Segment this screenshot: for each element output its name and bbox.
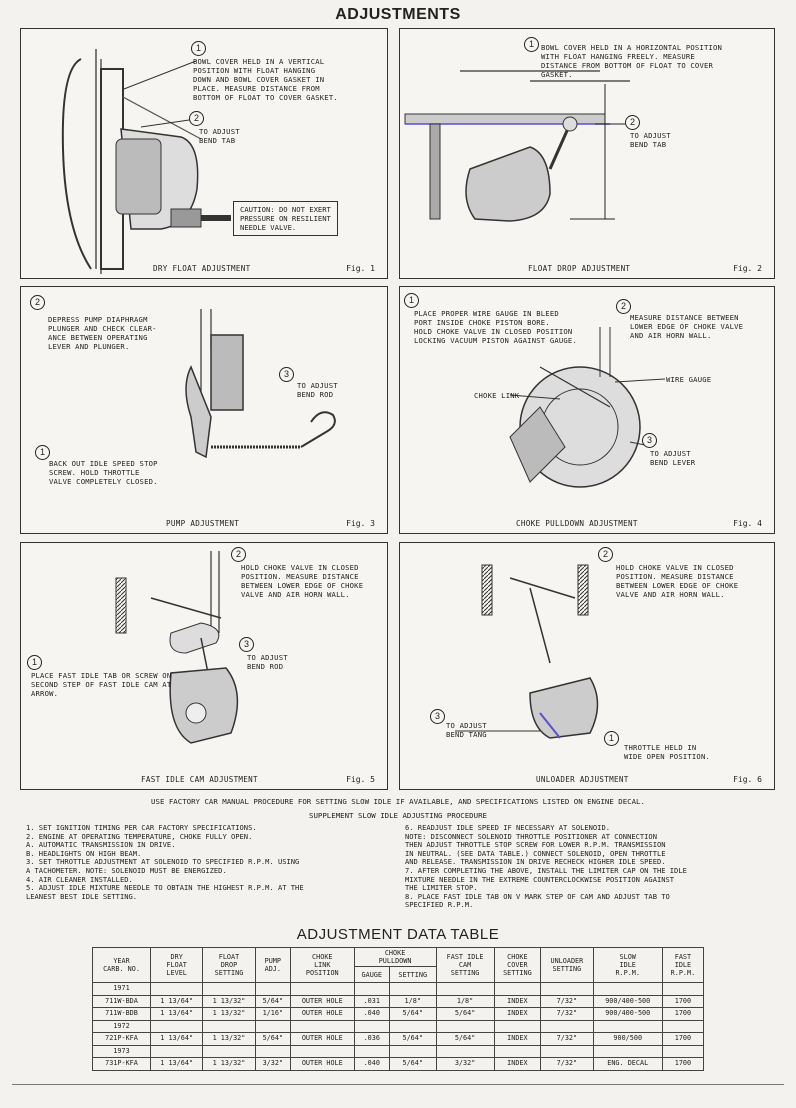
cell-link: OUTER HOLE xyxy=(290,1058,354,1071)
cell-gauge: .040 xyxy=(354,1058,389,1071)
cell-unloader xyxy=(541,983,593,996)
procedure-left xyxy=(26,824,386,901)
procedure-right xyxy=(405,824,775,910)
cell-cam xyxy=(436,983,494,996)
figure-choke-pulldown xyxy=(399,286,775,534)
cell-pump: 5/64" xyxy=(255,995,290,1008)
cell-drop xyxy=(203,1045,255,1058)
cell-cam: 5/64" xyxy=(436,1033,494,1046)
cell-link: OUTER HOLE xyxy=(290,1008,354,1021)
fig3-adjust-note: TO ADJUST BEND ROD xyxy=(297,381,338,399)
cell-unloader: 7/32" xyxy=(541,995,593,1008)
cell-unloader: 7/32" xyxy=(541,1008,593,1021)
fig4-instruction: PLACE PROPER WIRE GAUGE IN BLEED PORT INSIDE CHOKE PISTON BORE. HOLD CHOKE VALVE IN CLOSED POSITION LOCKING VACUUM PISTON AGAINST GAUGE. xyxy=(414,309,577,345)
cell-pump: 1/16" xyxy=(255,1008,290,1021)
step-5: 5. ADJUST IDLE MIXTURE NEEDLE TO OBTAIN THE HIGHEST R.P.M. AT THE LEANEST BEST IDLE SETTING. xyxy=(26,883,304,901)
cell-drop: 1 13/32" xyxy=(203,995,255,1008)
callout-1: 1 xyxy=(35,445,50,460)
step-6: 6. READJUST IDLE SPEED IF NECESSARY AT SOLENOID. NOTE: DISCONNECT SOLENOID THROTTLE POSITIONER AT CONNECTION THEN ADJUST THROTTLE STOP SCREW FOR LOWER R.P.M. TRANSMISSION IN NEUTRAL. (SEE DATA TABLE.) CONNECT SOLENOID, OPEN THROTTLE AND RELEASE. TRANSMISSION IN DRIVE RECHECK HIGHER IDLE SPEED. xyxy=(405,823,666,867)
caution-box: CAUTION: DO NOT EXERT PRESSURE ON RESILIENT NEEDLE VALVE. xyxy=(233,201,338,236)
cell-cover: INDEX xyxy=(494,1033,541,1046)
fig6-instruction: HOLD CHOKE VALVE IN CLOSED POSITION. MEASURE DISTANCE BETWEEN LOWER EDGE OF CHOKE VALVE AND AIR HORN WALL. xyxy=(616,563,739,599)
cell-dry: 1 13/64" xyxy=(151,995,203,1008)
cell-year: 1973 xyxy=(93,1045,151,1058)
col-unloader: UNLOADER SETTING xyxy=(541,948,593,983)
col-fast-idle-cam: FAST IDLE CAM SETTING xyxy=(436,948,494,983)
cell-cover: INDEX xyxy=(494,1008,541,1021)
figure-number: Fig. 5 xyxy=(346,775,375,784)
cell-fast xyxy=(662,1045,703,1058)
table-row xyxy=(93,995,704,1008)
step-2: 2. ENGINE AT OPERATING TEMPERATURE, CHOKE FULLY OPEN. A. AUTOMATIC TRANSMISSION IN DRIVE. B. HEADLIGHTS ON HIGH BEAM. xyxy=(26,831,253,858)
cell-dry xyxy=(151,983,203,996)
cell-fast: 1700 xyxy=(662,1033,703,1046)
cell-year: 711W-BDB xyxy=(93,1008,151,1021)
cell-link xyxy=(290,983,354,996)
cell-dry xyxy=(151,1045,203,1058)
cell-year: 711W-BDA xyxy=(93,995,151,1008)
col-choke-link: CHOKE LINK POSITION xyxy=(290,948,354,983)
callout-2: 2 xyxy=(189,111,204,126)
cell-cover xyxy=(494,983,541,996)
callout-2: 2 xyxy=(30,295,45,310)
cell-fast: 1700 xyxy=(662,1058,703,1071)
cell-link: OUTER HOLE xyxy=(290,995,354,1008)
figure-float-drop xyxy=(399,28,775,279)
cell-slow: 900/500 xyxy=(593,1033,662,1046)
fig5-adjust-note: TO ADJUST BEND ROD xyxy=(247,653,288,671)
callout-2: 2 xyxy=(231,547,246,562)
cell-pump xyxy=(255,1045,290,1058)
callout-1: 1 xyxy=(524,37,539,52)
callout-1: 1 xyxy=(191,41,206,56)
cell-pump xyxy=(255,983,290,996)
figure-caption: DRY FLOAT ADJUSTMENT xyxy=(153,264,251,273)
page-title: ADJUSTMENTS xyxy=(335,6,461,23)
cell-fast: 1700 xyxy=(662,995,703,1008)
cell-gauge xyxy=(354,1045,389,1058)
col-slow-idle: SLOW IDLE R.P.M. xyxy=(593,948,662,983)
cell-unloader: 7/32" xyxy=(541,1058,593,1071)
cell-dry: 1 13/64" xyxy=(151,1008,203,1021)
choke-link-label: CHOKE LINK xyxy=(474,391,520,400)
cell-gauge xyxy=(354,1020,389,1033)
cell-slow: 900/400-500 xyxy=(593,995,662,1008)
cell-pump xyxy=(255,1020,290,1033)
col-fast-idle: FAST IDLE R.P.M. xyxy=(662,948,703,983)
figure-caption: PUMP ADJUSTMENT xyxy=(166,519,240,528)
cell-year: 731P-KFA xyxy=(93,1058,151,1071)
cell-cam: 5/64" xyxy=(436,1008,494,1021)
col-dry-float: DRY FLOAT LEVEL xyxy=(151,948,203,983)
fig5-instruction: HOLD CHOKE VALVE IN CLOSED POSITION. MEASURE DISTANCE BETWEEN LOWER EDGE OF CHOKE VALVE AND AIR HORN WALL. xyxy=(241,563,364,599)
step-8: 8. PLACE FAST IDLE TAB ON V MARK STEP OF CAM AND ADJUST TAB TO SPECIFIED R.P.M. xyxy=(405,891,670,910)
figure-dry-float xyxy=(20,28,388,279)
table-row xyxy=(93,1033,704,1046)
cell-fast xyxy=(662,983,703,996)
figure-number: Fig. 2 xyxy=(733,264,762,273)
cell-year: 1971 xyxy=(93,983,151,996)
cell-setting xyxy=(389,1045,436,1058)
cell-setting: 5/64" xyxy=(389,1058,436,1071)
col-pump: PUMP ADJ. xyxy=(255,948,290,983)
cell-setting: 1/8" xyxy=(389,995,436,1008)
cell-fast xyxy=(662,1020,703,1033)
cell-pump: 5/64" xyxy=(255,1033,290,1046)
fig2-adjust-note: TO ADJUST BEND TAB xyxy=(630,131,671,149)
cell-cam: 3/32" xyxy=(436,1058,494,1071)
callout-3: 3 xyxy=(279,367,294,382)
table-row xyxy=(93,1020,704,1033)
figure-unloader xyxy=(399,542,775,790)
cell-drop xyxy=(203,1020,255,1033)
cell-unloader xyxy=(541,1020,593,1033)
callout-2: 2 xyxy=(616,299,631,314)
cell-cam xyxy=(436,1045,494,1058)
step-1: 1. SET IGNITION TIMING PER CAR FACTORY SPECIFICATIONS. xyxy=(26,823,257,832)
figure-caption: FAST IDLE CAM ADJUSTMENT xyxy=(141,775,258,784)
cell-dry: 1 13/64" xyxy=(151,1033,203,1046)
fig5-tab-note: PLACE FAST IDLE TAB OR SCREW ON SECOND STEP OF FAST IDLE CAM AT ARROW. xyxy=(31,671,172,698)
cell-gauge: .036 xyxy=(354,1033,389,1046)
table-row xyxy=(93,1058,704,1071)
table-title: ADJUSTMENT DATA TABLE xyxy=(296,926,500,943)
divider xyxy=(12,1084,784,1085)
table-body xyxy=(93,983,704,1071)
fig1-adjust-note: TO ADJUST BEND TAB xyxy=(199,127,240,145)
cell-dry: 1 13/64" xyxy=(151,1058,203,1071)
cell-cover: INDEX xyxy=(494,1058,541,1071)
callout-2: 2 xyxy=(625,115,640,130)
cell-slow xyxy=(593,983,662,996)
figure-number: Fig. 4 xyxy=(733,519,762,528)
cell-year: 721P-KFA xyxy=(93,1033,151,1046)
cell-unloader xyxy=(541,1045,593,1058)
cell-setting xyxy=(389,983,436,996)
callout-3: 3 xyxy=(239,637,254,652)
cell-link xyxy=(290,1045,354,1058)
callout-1: 1 xyxy=(604,731,619,746)
cell-dry xyxy=(151,1020,203,1033)
callout-3: 3 xyxy=(430,709,445,724)
col-float-drop: FLOAT DROP SETTING xyxy=(203,948,255,983)
wire-gauge-label: WIRE GAUGE xyxy=(666,375,712,384)
callout-1: 1 xyxy=(27,655,42,670)
cell-slow: 900/400-500 xyxy=(593,1008,662,1021)
cell-cam: 1/8" xyxy=(436,995,494,1008)
cell-link xyxy=(290,1020,354,1033)
cell-gauge: .040 xyxy=(354,1008,389,1021)
fig3-instruction: DEPRESS PUMP DIAPHRAGM PLUNGER AND CHECK CLEAR- ANCE BETWEEN OPERATING LEVER AND PLUNGER. xyxy=(48,315,157,351)
fig1-instruction: BOWL COVER HELD IN A VERTICAL POSITION WITH FLOAT HANGING DOWN AND BOWL COVER GASKET IN PLACE. MEASURE DISTANCE FROM BOTTOM OF FLOAT TO COVER GASKET. xyxy=(193,57,338,102)
fig2-instruction: BOWL COVER HELD IN A HORIZONTAL POSITION WITH FLOAT HANGING FREELY. MEASURE DISTANCE FROM BOTTOM OF FLOAT TO COVER GASKET. xyxy=(541,43,723,79)
figure-fast-idle-cam xyxy=(20,542,388,790)
factory-note: USE FACTORY CAR MANUAL PROCEDURE FOR SETTING SLOW IDLE IF AVAILABLE, AND SPECIFICATIONS LISTED ON ENGINE DECAL. xyxy=(151,797,645,806)
cell-pump: 3/32" xyxy=(255,1058,290,1071)
cell-cover xyxy=(494,1045,541,1058)
callout-1: 1 xyxy=(404,293,419,308)
figure-caption: UNLOADER ADJUSTMENT xyxy=(536,775,629,784)
step-4: 4. AIR CLEANER INSTALLED. xyxy=(26,874,133,884)
cell-cover: INDEX xyxy=(494,995,541,1008)
figure-caption: CHOKE PULLDOWN ADJUSTMENT xyxy=(516,519,638,528)
figure-number: Fig. 3 xyxy=(346,519,375,528)
cell-setting: 5/64" xyxy=(389,1033,436,1046)
col-gauge: GAUGE xyxy=(354,967,389,983)
fig4-adjust-note: TO ADJUST BEND LEVER xyxy=(650,449,696,467)
table-row xyxy=(93,1008,704,1021)
cell-drop: 1 13/32" xyxy=(203,1058,255,1071)
cell-unloader: 7/32" xyxy=(541,1033,593,1046)
cell-setting: 5/64" xyxy=(389,1008,436,1021)
col-choke-cover: CHOKE COVER SETTING xyxy=(494,948,541,983)
supplement-heading: SUPPLEMENT SLOW IDLE ADJUSTING PROCEDURE xyxy=(309,811,487,820)
table-row xyxy=(93,983,704,996)
cell-fast: 1700 xyxy=(662,1008,703,1021)
callout-3: 3 xyxy=(642,433,657,448)
figure-pump xyxy=(20,286,388,534)
cell-drop: 1 13/32" xyxy=(203,1033,255,1046)
figure-caption: FLOAT DROP ADJUSTMENT xyxy=(528,264,631,273)
cell-year: 1972 xyxy=(93,1020,151,1033)
col-setting: SETTING xyxy=(389,967,436,983)
table-row xyxy=(93,1045,704,1058)
cell-cam xyxy=(436,1020,494,1033)
cell-slow xyxy=(593,1020,662,1033)
cell-setting xyxy=(389,1020,436,1033)
cell-gauge xyxy=(354,983,389,996)
fig6-throttle-note: THROTTLE HELD IN WIDE OPEN POSITION. xyxy=(624,743,711,761)
col-year: YEAR CARB. NO. xyxy=(93,948,151,983)
step-3: 3. SET THROTTLE ADJUSTMENT AT SOLENOID TO SPECIFIED R.P.M. USING A TACHOMETER. NOTE: SOLENOID MUST BE ENERGIZED. xyxy=(26,857,300,875)
figure-number: Fig. 6 xyxy=(733,775,762,784)
fig4-measure-note: MEASURE DISTANCE BETWEEN LOWER EDGE OF CHOKE VALVE AND AIR HORN WALL. xyxy=(630,313,744,340)
col-choke-pulldown: CHOKE PULLDOWN xyxy=(354,948,436,967)
cell-cover xyxy=(494,1020,541,1033)
cell-drop: 1 13/32" xyxy=(203,1008,255,1021)
callout-2: 2 xyxy=(598,547,613,562)
step-7: 7. AFTER COMPLETING THE ABOVE, INSTALL THE LIMITER CAP ON THE IDLE MIXTURE NEEDLE IN THE EXTREME COUNTERCLOCKWISE POSITION AGAINST THE LIMITER STOP. xyxy=(405,865,687,893)
cell-link: OUTER HOLE xyxy=(290,1033,354,1046)
figure-number: Fig. 1 xyxy=(346,264,375,273)
cell-drop xyxy=(203,983,255,996)
fig6-adjust-note: TO ADJUST BEND TANG xyxy=(446,721,487,739)
cell-gauge: .031 xyxy=(354,995,389,1008)
cell-slow xyxy=(593,1045,662,1058)
adjustment-data-table xyxy=(92,947,704,1071)
cell-slow: ENG. DECAL xyxy=(593,1058,662,1071)
fig3-idle-note: BACK OUT IDLE SPEED STOP SCREW. HOLD THROTTLE VALVE COMPLETELY CLOSED. xyxy=(49,459,158,486)
